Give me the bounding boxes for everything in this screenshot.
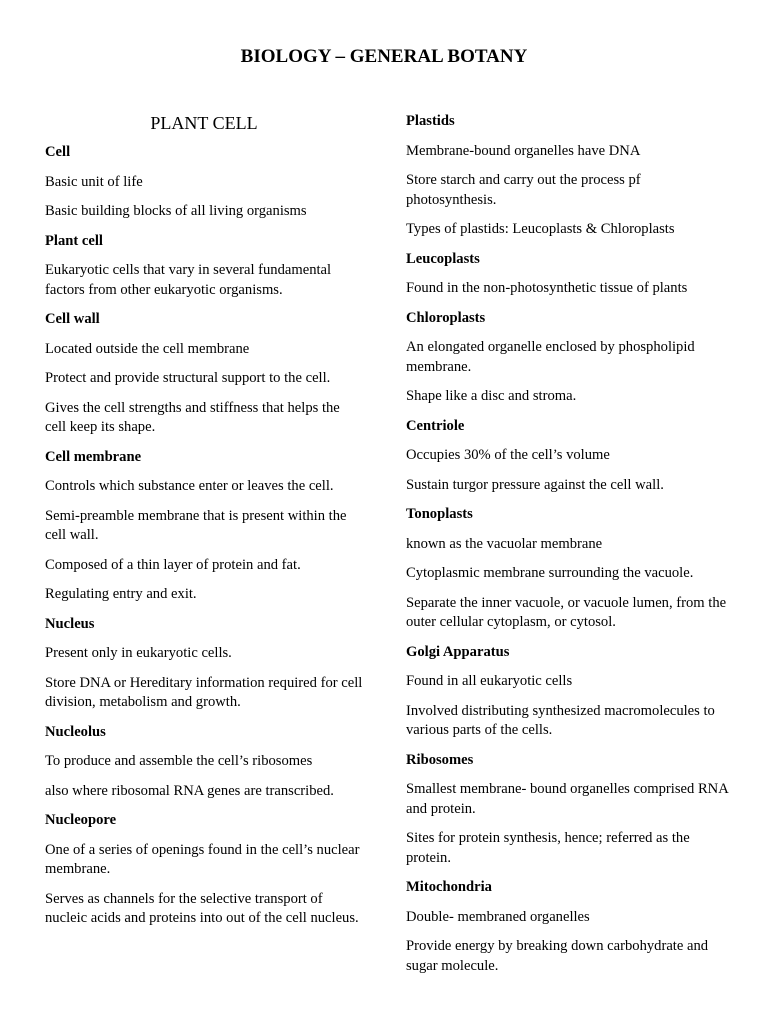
section-paragraph: Sustain turgor pressure against the cell wall. xyxy=(406,476,664,493)
section-mitochondria xyxy=(406,878,728,976)
section-paragraph: Membrane-bound organelles have DNA xyxy=(406,142,641,159)
section-paragraph: Found in the non-photosynthetic tissue of plants xyxy=(406,280,688,296)
section-paragraph: also where ribosomal RNA genes are transcribed. xyxy=(45,782,334,799)
section-title: Nucleolus xyxy=(45,723,106,740)
section-paragraph: Smallest membrane- bound organelles comprised RNA and protein. xyxy=(406,781,728,817)
section-golgi-apparatus xyxy=(406,643,728,741)
section-paragraph: Gives the cell strengths and stiffness that helps the cell keep its shape. xyxy=(45,399,340,435)
section-paragraph: Occupies 30% of the cell’s volume xyxy=(406,447,610,463)
section-title: Chloroplasts xyxy=(406,309,486,326)
section-title: Centriole xyxy=(406,417,465,434)
section-paragraph: Found in all eukaryotic cells xyxy=(406,673,573,689)
section-paragraph: Double- membraned organelles xyxy=(406,908,590,925)
section-paragraph: Serves as channels for the selective transport of nucleic acids and proteins into out of the cell nucleus. xyxy=(45,890,359,926)
section-title: Cell membrane xyxy=(45,448,142,465)
section-title: Cell wall xyxy=(45,311,100,327)
section-centriole xyxy=(406,417,728,496)
section-title: Plastids xyxy=(406,113,455,129)
section-paragraph: Shape like a disc and stroma. xyxy=(406,388,577,404)
section-paragraph: known as the vacuolar membrane xyxy=(406,535,603,552)
section-nucleolus xyxy=(45,723,363,802)
section-paragraph: To produce and assemble the cell’s ribosomes xyxy=(45,753,313,769)
section-paragraph: Semi-preamble membrane that is present within the cell wall. xyxy=(45,507,347,543)
section-paragraph: Separate the inner vacuole, or vacuole lumen, from the outer cellular cytoplasm, or cytosol. xyxy=(406,594,727,630)
section-paragraph: Present only in eukaryotic cells. xyxy=(45,645,232,661)
section-paragraph: An elongated organelle enclosed by phospholipid membrane. xyxy=(406,339,695,375)
section-cell xyxy=(45,143,363,222)
section-title: Ribosomes xyxy=(406,751,474,768)
section-paragraph: Cytoplasmic membrane surrounding the vacuole. xyxy=(406,565,694,581)
section-nucleopore xyxy=(45,811,363,929)
section-chloroplasts xyxy=(406,309,728,407)
section-title: Nucleus xyxy=(45,615,95,632)
section-title: Leucoplasts xyxy=(406,250,480,267)
section-title: Cell xyxy=(45,144,71,160)
section-paragraph: Store DNA or Hereditary information required for cell division, metabolism and growth. xyxy=(45,674,363,710)
section-paragraph: Composed of a thin layer of protein and fat. xyxy=(45,556,301,573)
section-paragraph: Sites for protein synthesis, hence; referred as the protein. xyxy=(406,830,690,866)
section-paragraph: Located outside the cell membrane xyxy=(45,340,250,357)
section-paragraph: Protect and provide structural support to the cell. xyxy=(45,370,331,386)
left-sections xyxy=(45,143,363,929)
section-paragraph: Involved distributing synthesized macromolecules to various parts of the cells. xyxy=(406,702,715,738)
left-column xyxy=(45,112,363,939)
section-title: Golgi Apparatus xyxy=(406,643,510,660)
section-paragraph: Basic unit of life xyxy=(45,173,143,190)
section-paragraph: Basic building blocks of all living organisms xyxy=(45,203,307,219)
section-paragraph: Provide energy by breaking down carbohydrate and sugar molecule. xyxy=(406,938,709,974)
section-paragraph: Controls which substance enter or leaves the cell. xyxy=(45,478,334,494)
section-nucleus xyxy=(45,615,363,713)
section-paragraph: Store starch and carry out the process pf photosynthesis. xyxy=(406,172,641,208)
column-heading: PLANT CELL xyxy=(150,113,258,133)
section-paragraph: One of a series of openings found in the cell’s nuclear membrane. xyxy=(45,841,360,877)
right-sections xyxy=(406,112,728,976)
section-cell-membrane xyxy=(45,448,363,605)
section-ribosomes xyxy=(406,751,728,869)
section-title: Plant cell xyxy=(45,232,103,249)
section-paragraph: Eukaryotic cells that vary in several fundamental factors from other eukaryotic organisms. xyxy=(45,262,332,298)
right-column xyxy=(406,112,728,986)
section-plant-cell xyxy=(45,232,363,301)
section-tonoplasts xyxy=(406,505,728,633)
section-title: Tonoplasts xyxy=(406,506,473,522)
section-title: Nucleopore xyxy=(45,812,117,828)
section-paragraph: Types of plastids: Leucoplasts & Chloroplasts xyxy=(406,221,675,237)
section-plastids xyxy=(406,112,728,240)
section-leucoplasts xyxy=(406,250,728,299)
section-title: Mitochondria xyxy=(406,879,492,895)
page-title: BIOLOGY – GENERAL BOTANY xyxy=(240,46,528,67)
section-cell-wall xyxy=(45,310,363,438)
section-paragraph: Regulating entry and exit. xyxy=(45,586,197,602)
